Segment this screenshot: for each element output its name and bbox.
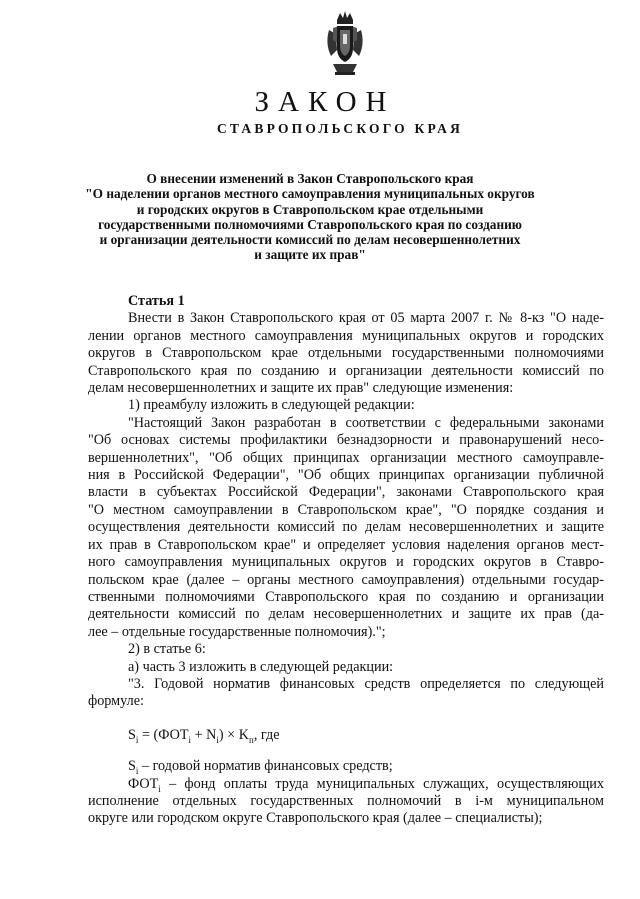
definition-fot-line: округе или городском округе Ставропольского края (далее – специалисты);: [88, 810, 543, 827]
intro-line: делам несовершеннолетних и защите их прав" следующие изменения:: [88, 380, 514, 397]
formula-sub: п: [248, 734, 254, 745]
formula-sub: i: [188, 734, 192, 745]
formula-sub: i: [135, 734, 139, 745]
stavropol-coat-of-arms-icon: [323, 10, 367, 78]
intro-line: Внести в Закон Ставропольского края от 05 марта 2007 г. № 8-кз "О наде-: [128, 310, 604, 327]
definition-s: [88, 758, 604, 775]
heading-line: и защите их прав": [254, 247, 366, 263]
heading-line: О внесении изменений в Закон Ставропольского края: [146, 171, 474, 186]
def-symbol: S: [128, 758, 136, 775]
item-2: 2) в статье 6:: [128, 641, 206, 658]
def-sub: i: [158, 783, 161, 794]
item-2a: а) часть 3 изложить в следующей редакции:: [128, 658, 394, 675]
preamble-line: ния в Российской Федерации", "Об общих принципах организации публичной: [88, 467, 604, 484]
heading-line: "О наделении органов местного самоуправления муниципальных округов: [85, 186, 535, 202]
part3-line: "3. Годовой норматив финансовых средств определяется по следующей: [128, 675, 604, 692]
part3-line: формуле:: [88, 693, 144, 710]
formula-s: S: [128, 726, 136, 743]
region-subtitle: СТАВРОПОЛЬСКОГО КРАЯ: [216, 121, 464, 136]
formula-part: = (ФОТ: [138, 726, 189, 743]
preamble-line: власти в субъектах Российской Федерации", законами Ставропольского края: [88, 484, 604, 501]
heading-line: государственными полномочиями Ставропольского края по созданию: [98, 216, 522, 232]
law-title: ЗАКОН: [254, 86, 396, 118]
formula-part: , где: [253, 726, 280, 743]
definition-fot: [88, 776, 604, 793]
formula: [88, 727, 604, 744]
preamble-line: "О местном самоуправлении в Ставропольском крае", "О порядке создания и: [88, 501, 604, 518]
preamble-line: "Настоящий Закон разработан в соответствии с федеральными законами: [128, 414, 604, 431]
def-text: – годовой норматив финансовых средств;: [138, 758, 393, 775]
article-body: [88, 293, 604, 828]
heading-line: и организации деятельности комиссий по делам несовершеннолетних: [99, 232, 521, 248]
law-heading: [82, 171, 538, 263]
preamble-line: ственными полномочиями Ставропольского края по созданию и организации: [88, 588, 604, 605]
preamble-line: "Об основах системы профилактики безнадзорности и правонарушений несо-: [88, 432, 604, 449]
def-text: – фонд оплаты труда муниципальных служащих, осуществляющих: [160, 775, 604, 792]
intro-line: лении органов местного самоуправления муниципальных округов и городских: [88, 327, 604, 344]
formula-sub: i: [216, 734, 219, 745]
preamble-line: деятельности комиссий по делам несовершеннолетних и защите их прав (да-: [88, 606, 604, 623]
formula-part: + N: [191, 726, 217, 743]
intro-line: Ставропольского края по созданию и организации деятельности комиссий по: [88, 362, 604, 379]
definition-fot-line: исполнение отдельных государственных полномочий в i-м муниципальном: [88, 792, 604, 809]
formula-part: ) × K: [218, 726, 249, 743]
preamble-line: их прав в Ставропольском крае" и определяет условия наделения органов мест-: [88, 536, 604, 553]
preamble-line: польском крае (далее – органы местного самоуправления) отдельными государ-: [88, 571, 604, 588]
preamble-line: ного самоуправления муниципальных округов и городских округов в Ставро-: [88, 554, 604, 571]
article-title: Статья 1: [128, 293, 185, 309]
item-1: 1) преамбулу изложить в следующей редакции:: [128, 397, 415, 414]
heading-line: и городских округов в Ставропольском крае отдельными: [136, 201, 484, 217]
intro-line: округов в Ставропольском крае отдельными государственными полномочиями: [88, 345, 604, 362]
preamble-line: лее – отдельные государственные полномочия).";: [88, 623, 386, 640]
def-sub: i: [135, 765, 139, 776]
preamble-line: вершеннолетних", "Об общих принципах организации местного самоуправле-: [88, 449, 604, 466]
preamble-line: осуществления деятельности комиссий по делам несовершеннолетних и защите: [88, 519, 604, 536]
def-symbol: ФОТ: [128, 775, 159, 792]
